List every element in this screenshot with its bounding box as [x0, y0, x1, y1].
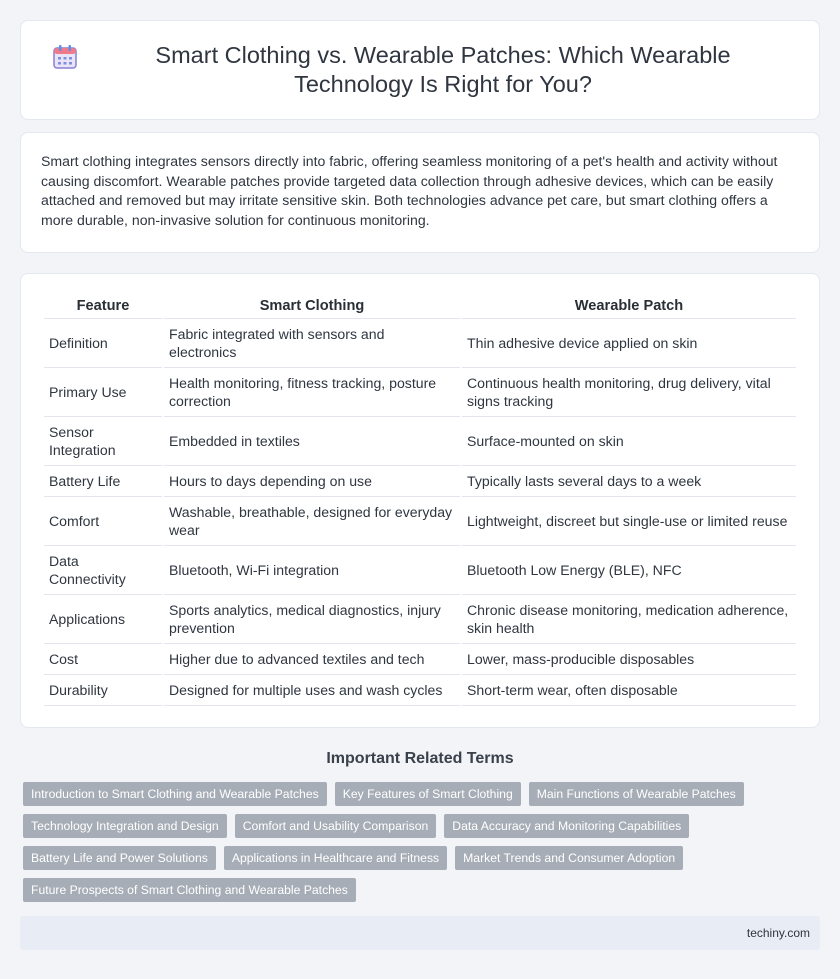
feature-cell: Definition — [44, 319, 162, 368]
table-row — [44, 368, 796, 417]
table-row — [44, 466, 796, 497]
wearable-patch-cell: Bluetooth Low Energy (BLE), NFC — [462, 546, 796, 595]
feature-cell: Sensor Integration — [44, 417, 162, 466]
related-terms-title: Important Related Terms — [326, 750, 514, 767]
comparison-table-card — [20, 273, 820, 728]
calendar-icon — [51, 43, 79, 71]
column-header-wearable-patch: Wearable Patch — [462, 292, 796, 319]
related-term-tag[interactable]: Battery Life and Power Solutions — [23, 846, 216, 870]
related-term-tag[interactable]: Main Functions of Wearable Patches — [529, 782, 744, 806]
table-row — [44, 546, 796, 595]
table-header-row — [44, 292, 796, 319]
wearable-patch-cell: Typically lasts several days to a week — [462, 466, 796, 497]
wearable-patch-cell: Lower, mass-producible disposables — [462, 644, 796, 675]
smart-clothing-cell: Embedded in textiles — [164, 417, 460, 466]
feature-cell: Durability — [44, 675, 162, 706]
related-term-tag[interactable]: Technology Integration and Design — [23, 814, 227, 838]
smart-clothing-cell: Hours to days depending on use — [164, 466, 460, 497]
related-term-tag[interactable]: Comfort and Usability Comparison — [235, 814, 437, 838]
wearable-patch-cell: Lightweight, discreet but single-use or limited reuse — [462, 497, 796, 546]
intro-paragraph: Smart clothing integrates sensors directly into fabric, offering seamless monitoring of a pet's health and activity without causing discomfort. Wearable patches provide targeted data collection through adhesive devices, which can be easily attached and removed but may irritate sensitive skin. Both technologies advance pet care, but smart clothing offers a more durable, non-invasive solution for continuous monitoring. — [20, 132, 820, 253]
feature-cell: Cost — [44, 644, 162, 675]
table-row — [44, 675, 796, 706]
column-header-feature: Feature — [44, 292, 162, 319]
column-header-smart-clothing: Smart Clothing — [164, 292, 460, 319]
related-terms-tags — [23, 782, 820, 910]
wearable-patch-cell: Short-term wear, often disposable — [462, 675, 796, 706]
related-term-tag[interactable]: Market Trends and Consumer Adoption — [455, 846, 683, 870]
related-term-tag[interactable]: Introduction to Smart Clothing and Wearable Patches — [23, 782, 327, 806]
table-row — [44, 644, 796, 675]
smart-clothing-cell: Fabric integrated with sensors and electronics — [164, 319, 460, 368]
related-term-tag[interactable]: Key Features of Smart Clothing — [335, 782, 521, 806]
feature-cell: Comfort — [44, 497, 162, 546]
table-row — [44, 319, 796, 368]
feature-cell: Data Connectivity — [44, 546, 162, 595]
feature-cell: Battery Life — [44, 466, 162, 497]
wearable-patch-cell: Thin adhesive device applied on skin — [462, 319, 796, 368]
footer-site-link[interactable]: techiny.com — [746, 926, 810, 940]
table-row — [44, 417, 796, 466]
table-row — [44, 497, 796, 546]
header-card — [20, 20, 820, 120]
related-term-tag[interactable]: Applications in Healthcare and Fitness — [224, 846, 447, 870]
related-term-tag[interactable]: Data Accuracy and Monitoring Capabilities — [444, 814, 689, 838]
page-title: Smart Clothing vs. Wearable Patches: Which Wearable Technology Is Right for You? — [155, 42, 731, 97]
wearable-patch-cell: Surface-mounted on skin — [462, 417, 796, 466]
feature-cell: Primary Use — [44, 368, 162, 417]
related-term-tag[interactable]: Future Prospects of Smart Clothing and Wearable Patches — [23, 878, 356, 902]
comparison-table — [42, 292, 798, 706]
feature-cell: Applications — [44, 595, 162, 644]
smart-clothing-cell: Bluetooth, Wi-Fi integration — [164, 546, 460, 595]
table-row — [44, 595, 796, 644]
wearable-patch-cell: Continuous health monitoring, drug delivery, vital signs tracking — [462, 368, 796, 417]
wearable-patch-cell: Chronic disease monitoring, medication adherence, skin health — [462, 595, 796, 644]
smart-clothing-cell: Washable, breathable, designed for everyday wear — [164, 497, 460, 546]
smart-clothing-cell: Designed for multiple uses and wash cycles — [164, 675, 460, 706]
footer — [20, 916, 820, 950]
smart-clothing-cell: Higher due to advanced textiles and tech — [164, 644, 460, 675]
smart-clothing-cell: Sports analytics, medical diagnostics, injury prevention — [164, 595, 460, 644]
smart-clothing-cell: Health monitoring, fitness tracking, posture correction — [164, 368, 460, 417]
